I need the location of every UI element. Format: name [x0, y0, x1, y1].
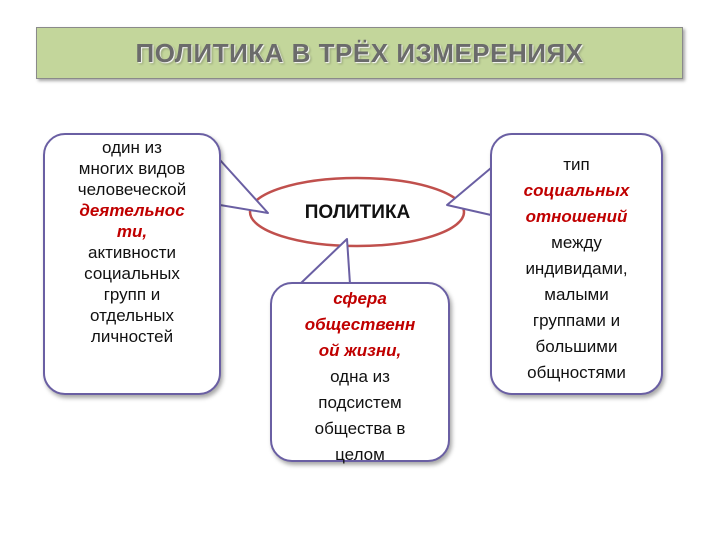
left-text-line: активности — [87, 243, 177, 262]
right-text-line: индивидами, — [525, 259, 628, 278]
right-text-line: тип — [563, 155, 590, 174]
left-callout — [43, 133, 221, 395]
left-text-line: отдельных — [90, 306, 174, 325]
left-text-line: многих видов — [78, 159, 186, 178]
page-title: ПОЛИТИКА В ТРЁХ ИЗМЕРЕНИЯХ — [135, 37, 584, 68]
right-text-line: большими — [535, 337, 618, 356]
center-node — [250, 178, 465, 248]
bottom-text-line: одна из — [330, 367, 390, 386]
left-highlight-line: деятельнос — [79, 201, 185, 220]
left-text-line: социальных — [84, 264, 180, 283]
left-text-line: один из — [102, 138, 162, 157]
bottom-highlight-line: сфера — [333, 289, 387, 308]
bottom-text-line: целом — [335, 445, 385, 464]
right-text-line: общностями — [527, 363, 626, 382]
left-text-line: групп и — [103, 285, 161, 304]
bottom-highlight-line: общественн — [304, 315, 416, 334]
bottom-callout — [270, 282, 450, 462]
left-text-line: личностей — [90, 327, 174, 346]
bottom-text-line: общества в — [314, 419, 406, 438]
left-highlight-line: ти, — [116, 222, 148, 241]
right-highlight-line: отношений — [525, 207, 628, 226]
right-text-line: между — [551, 233, 602, 252]
right-highlight-line: социальных — [523, 181, 630, 200]
left-text-line: человеческой — [77, 180, 187, 199]
bottom-text-line: подсистем — [318, 393, 402, 412]
right-text-line: группами и — [532, 311, 621, 330]
bottom-highlight-line: ой жизни, — [318, 341, 402, 360]
center-label: ПОЛИТИКА — [304, 202, 411, 223]
right-callout — [490, 133, 663, 395]
right-text-line: малыми — [544, 285, 609, 304]
